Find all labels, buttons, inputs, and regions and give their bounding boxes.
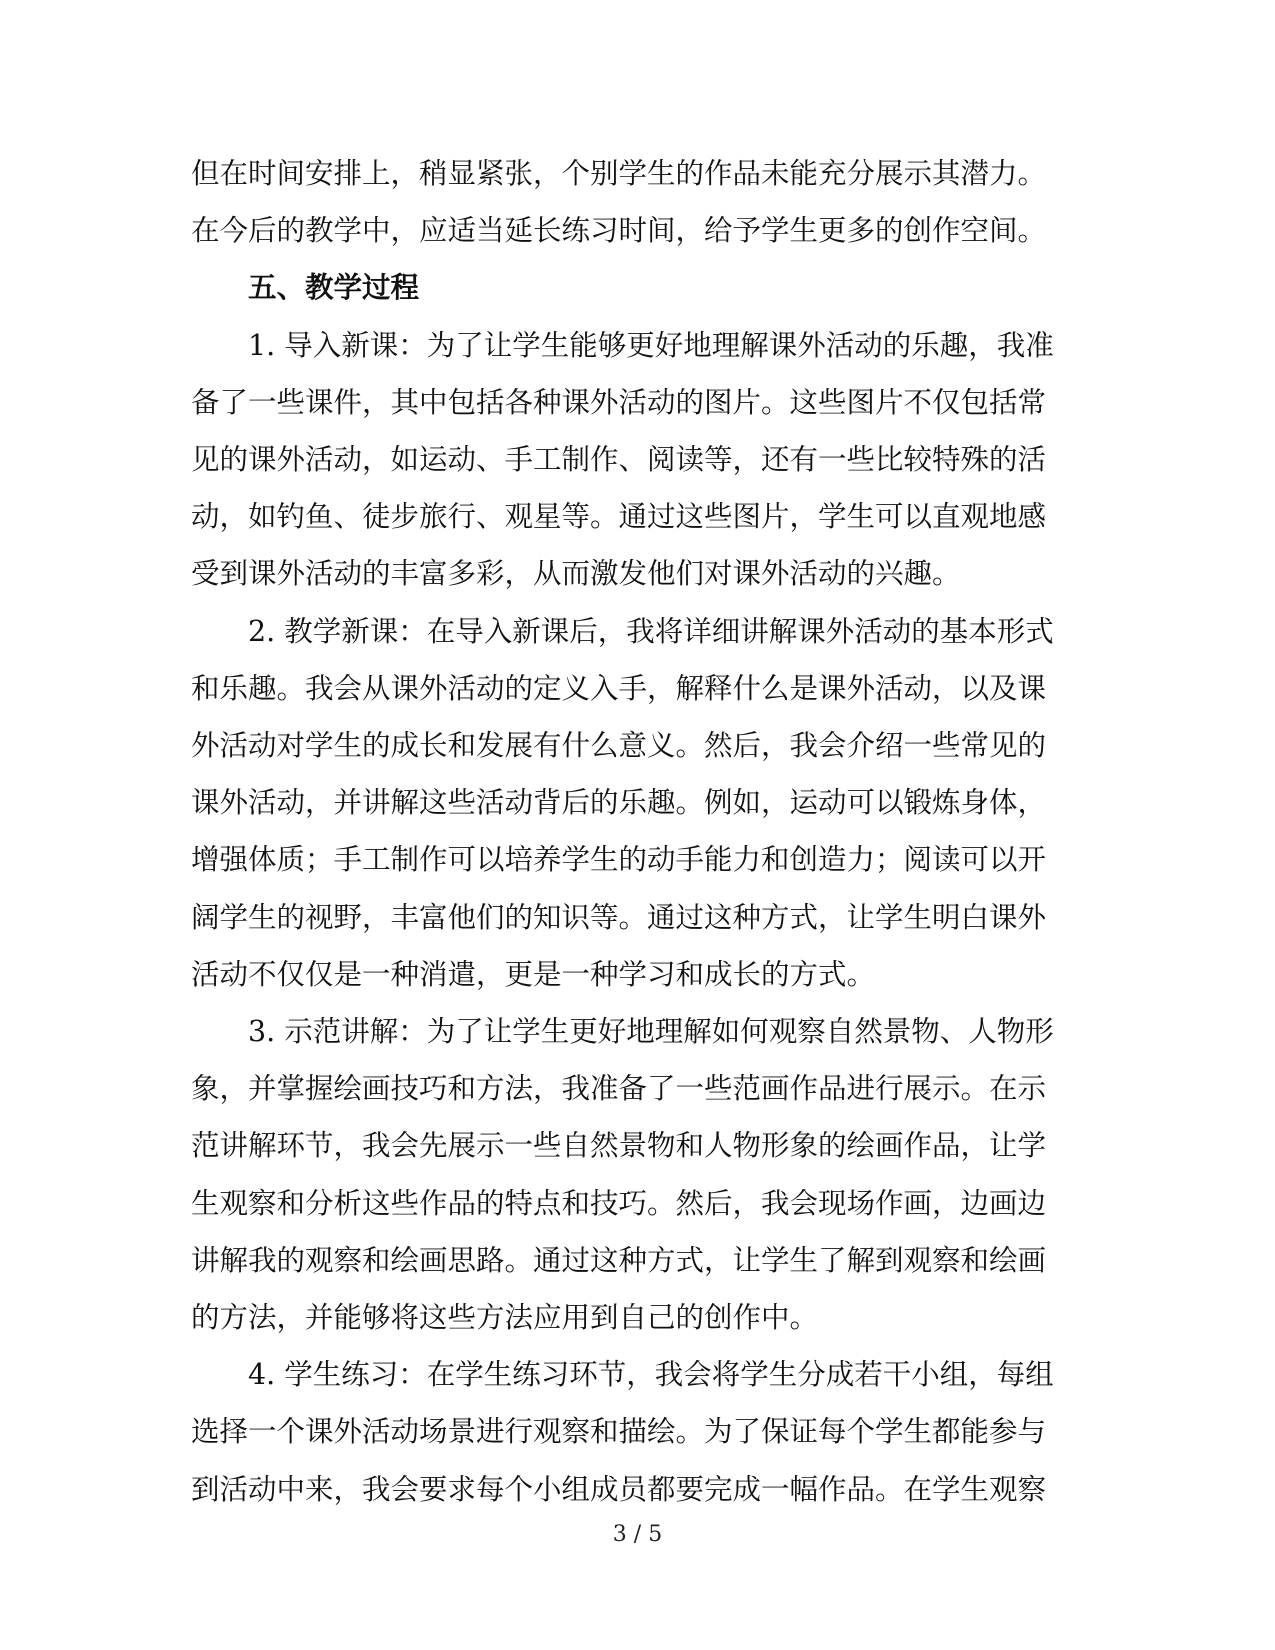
text-line: 选择一个课外活动场景进行观察和描绘。为了保证每个学生都能参与 — [191, 1415, 1047, 1449]
text-line: 3. 示范讲解：为了让学生更好地理解如何观察自然景物、人物形 — [248, 1015, 1054, 1049]
text-line: 讲解我的观察和绘画思路。通过这种方式，让学生了解到观察和绘画 — [191, 1243, 1047, 1277]
text-line: 2. 教学新课：在导入新课后，我将详细讲解课外活动的基本形式 — [248, 614, 1054, 648]
text-line: 阔学生的视野，丰富他们的知识等。通过这种方式，让学生明白课外 — [191, 900, 1047, 934]
text-line: 增强体质；手工制作可以培养学生的动手能力和创造力；阅读可以开 — [191, 843, 1047, 877]
text-line: 见的课外活动，如运动、手工制作、阅读等，还有一些比较特殊的活 — [191, 443, 1047, 477]
text-line: 活动不仅仅是一种消遣，更是一种学习和成长的方式。 — [191, 957, 876, 991]
paragraph-4 — [191, 1346, 1083, 1518]
document-body — [191, 145, 1083, 1518]
text-line: 象，并掌握绘画技巧和方法，我准备了一些范画作品进行展示。在示 — [191, 1072, 1047, 1106]
text-line: 生观察和分析这些作品的特点和技巧。然后，我会现场作画，边画边 — [191, 1186, 1047, 1220]
text-line: 4. 学生练习：在学生练习环节，我会将学生分成若干小组，每组 — [248, 1358, 1054, 1392]
text-line: 但在时间安排上，稍显紧张，个别学生的作品未能充分展示其潜力。 — [191, 157, 1047, 190]
text-line: 动，如钓鱼、徒步旅行、观星等。通过这些图片，学生可以直观地感 — [191, 500, 1047, 534]
page-number: 3 / 5 — [612, 1522, 663, 1547]
text-line: 的方法，并能够将这些方法应用到自己的创作中。 — [191, 1301, 819, 1335]
paragraph-2 — [191, 603, 1083, 1003]
text-line: 范讲解环节，我会先展示一些自然景物和人物形象的绘画作品，让学 — [191, 1129, 1047, 1163]
text-line: 备了一些课件，其中包括各种课外活动的图片。这些图片不仅包括常 — [191, 385, 1047, 419]
section-heading: 五、教学过程 — [248, 271, 420, 305]
text-line: 受到课外活动的丰富多彩，从而激发他们对课外活动的兴趣。 — [191, 557, 961, 591]
text-line: 1. 导入新课：为了让学生能够更好地理解课外活动的乐趣，我准 — [248, 328, 1054, 362]
text-line: 在今后的教学中，应适当延长练习时间，给予学生更多的创作空间。 — [191, 214, 1047, 248]
paragraph-1 — [191, 317, 1083, 603]
text-line: 和乐趣。我会从课外活动的定义入手，解释什么是课外活动，以及课 — [191, 671, 1047, 705]
text-line: 外活动对学生的成长和发展有什么意义。然后，我会介绍一些常见的 — [191, 729, 1047, 763]
paragraph-3 — [191, 1003, 1083, 1346]
intro-paragraph — [191, 145, 1083, 259]
text-line: 课外活动，并讲解这些活动背后的乐趣。例如，运动可以锻炼身体， — [191, 786, 1047, 820]
text-line: 到活动中来，我会要求每个小组成员都要完成一幅作品。在学生观察 — [191, 1472, 1047, 1506]
